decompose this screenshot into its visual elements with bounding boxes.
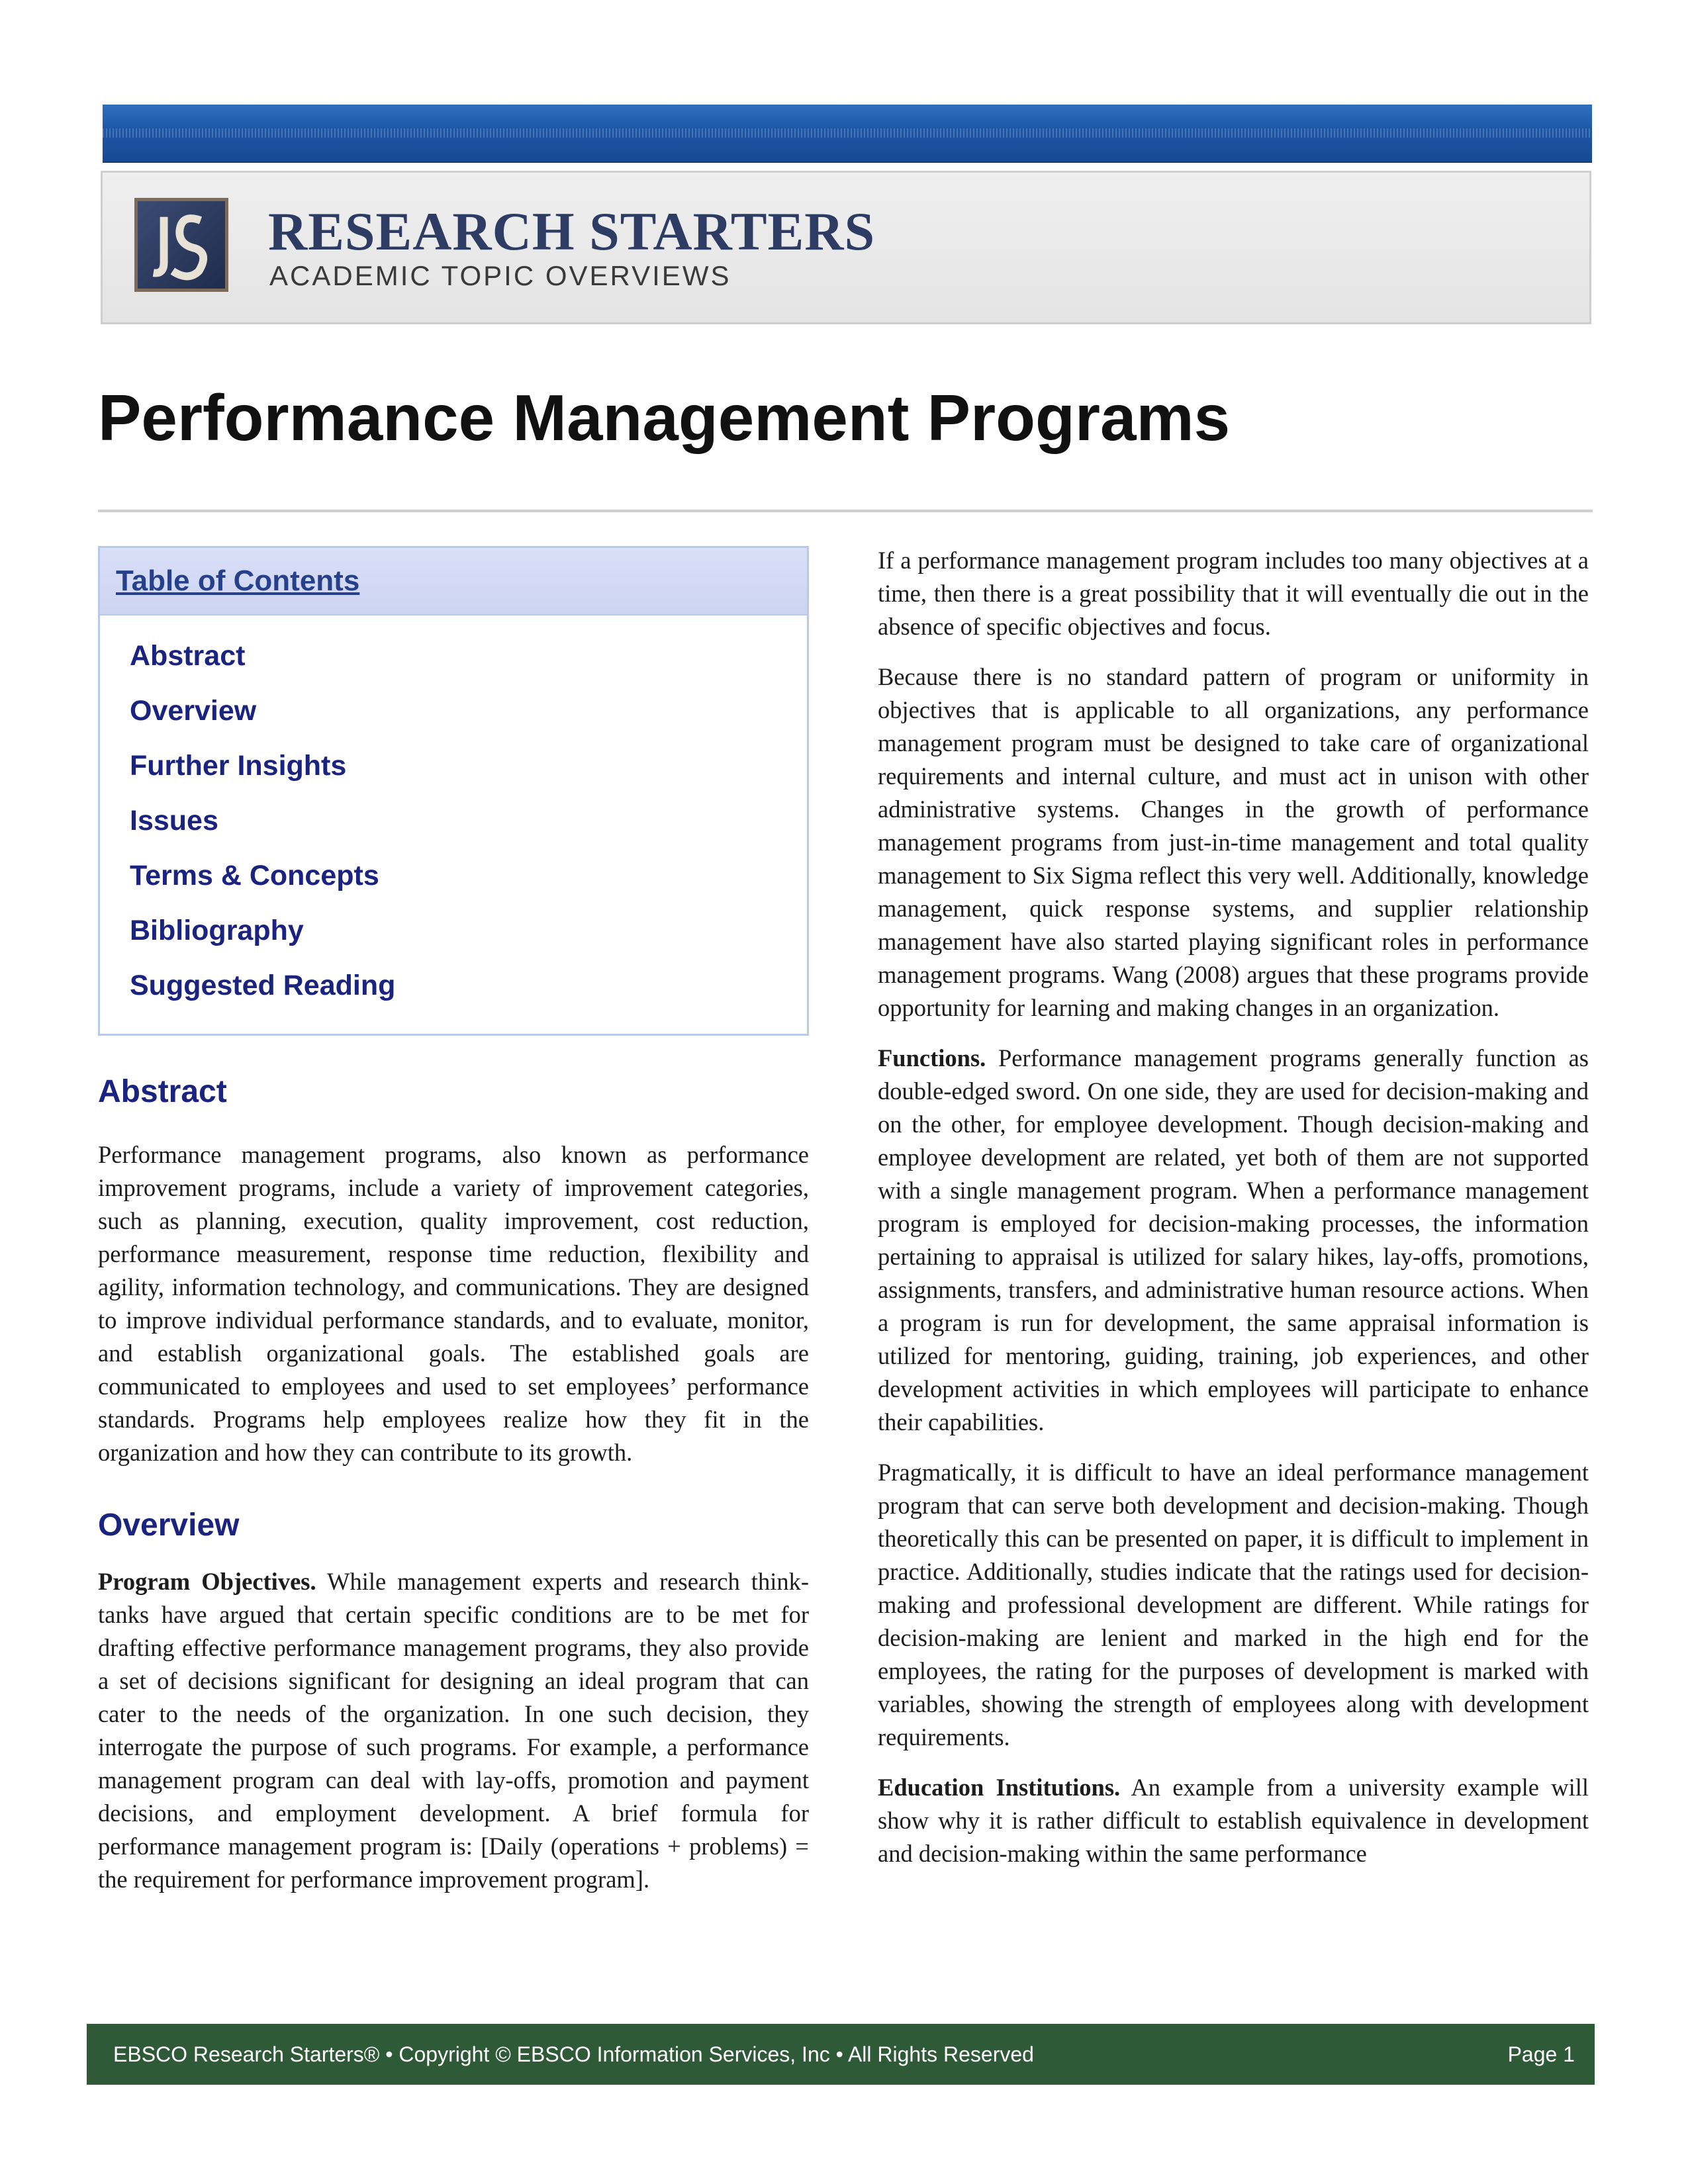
top-banner — [103, 105, 1592, 163]
toc-link-further-insights[interactable]: Further Insights — [130, 750, 347, 782]
toc-link-issues[interactable]: Issues — [130, 805, 218, 837]
toc-header — [100, 548, 807, 615]
page-footer — [87, 2024, 1595, 2085]
research-starters-logo-icon — [134, 198, 228, 292]
footer-copyright: EBSCO Research Starters® • Copyright © EBSCO Information Services, Inc • All Rights Reserved — [113, 2042, 1034, 2066]
toc-link-overview[interactable]: Overview — [130, 695, 257, 727]
functions-paragraph — [878, 1042, 1589, 1439]
program-objectives-label: Program Objectives. — [98, 1568, 316, 1595]
table-of-contents — [98, 546, 809, 1036]
right-column — [878, 544, 1589, 1870]
paragraph-uniformity: Because there is no standard pattern of program or uniformity in objectives that is applicable to all organizations, any performance management program must be designed to take care of organizational requirements and internal culture, and must act in unison with other administrative systems. Changes in the growth of performance management programs from just-in-time management and total quality management to Six Sigma reflect this very well. Additionally, knowledge management, quick response systems, and supplier relationship management have also started playing significant roles in performance management programs. Wang (2008) argues that these programs provide opportunity for learning and making changes in an organization. — [878, 663, 1589, 1021]
left-column — [98, 546, 809, 1896]
program-objectives-paragraph — [98, 1565, 809, 1896]
page-number: Page 1 — [1507, 2042, 1575, 2066]
paragraph-pragmatically: Pragmatically, it is difficult to have an ideal performance management program that can serve both development and decision-making. Though theoretically this can be presented on paper, it is difficult to implement in practice. Additionally, studies indicate that the ratings used for decision-making and professional development are different. While ratings for decision-making are lenient and marked in the high end for the employees, the rating for the purposes of development is marked with variables, showing the strength of employees along with development requirements. — [878, 1459, 1589, 1751]
abstract-text: Performance management programs, also known as performance improvement programs, include a variety of improvement categories, such as planning, execution, quality improvement, cost reduction, performance measurement, response time reduction, flexibility and agility, information technology, and communications. They are designed to improve individual performance standards, and to evaluate, monitor, and establish organizational goals. The established goals are communicated to employees and used to set employees’ performance standards. Programs help employees realize how they fit in the organization and how they can contribute to its growth. — [98, 1141, 809, 1466]
functions-label: Functions. — [878, 1044, 986, 1071]
brand-subtitle: ACADEMIC TOPIC OVERVIEWS — [269, 260, 731, 291]
abstract-heading: Abstract — [98, 1074, 227, 1109]
title-divider — [98, 510, 1593, 512]
toc-heading[interactable]: Table of Contents — [116, 565, 360, 597]
overview-heading: Overview — [98, 1508, 240, 1543]
toc-link-abstract[interactable]: Abstract — [130, 640, 246, 672]
paragraph-objectives: If a performance management program includes too many objectives at a time, then there is a great possibility that it will eventually die out in the absence of specific objectives and focus. — [878, 547, 1589, 640]
brand-title: RESEARCH STARTERS — [268, 201, 876, 261]
education-paragraph — [878, 1771, 1589, 1870]
page-title: Performance Management Programs — [98, 381, 1231, 454]
toc-link-bibliography[interactable]: Bibliography — [130, 915, 304, 946]
functions-text: Performance management programs generally function as double-edged sword. On one side, they are used for decision-making and on the other, for employee development. Though decision-making and employee development are related, yet both of them are not supported with a single management program. When a performance management program is employed for decision-making processes, the information pertaining to appraisal is utilized for salary hikes, lay-offs, promotions, assignments, transfers, and administrative human resource actions. When a program is run for development, the same appraisal information is utilized for mentoring, guiding, training, job experiences, and other development activities in which employees will participate to enhance their capabilities. — [878, 1044, 1589, 1435]
toc-link-suggested-reading[interactable]: Suggested Reading — [130, 970, 396, 1001]
education-label: Education Institutions. — [878, 1774, 1121, 1801]
toc-link-terms-concepts[interactable]: Terms & Concepts — [130, 860, 379, 891]
program-objectives-text: While management experts and research think-tanks have argued that certain specific conditions are to be met for drafting effective performance management programs, they also provide a set of decisions significant for designing an ideal program that can cater to the needs of the organization. In one such decision, they interrogate the purpose of such programs. For example, a performance management program can deal with lay-offs, promotion and payment decisions, and employment development. A brief formula for performance management program is: [Daily (operations + problems) = the requirement for performance improvement program]. — [98, 1568, 809, 1893]
toc-list — [100, 615, 807, 1013]
brand-header — [101, 171, 1591, 324]
education-text: An example from a university example will show why it is rather difficult to establish equivalence in development and decision-making within the same performance — [878, 1774, 1589, 1867]
